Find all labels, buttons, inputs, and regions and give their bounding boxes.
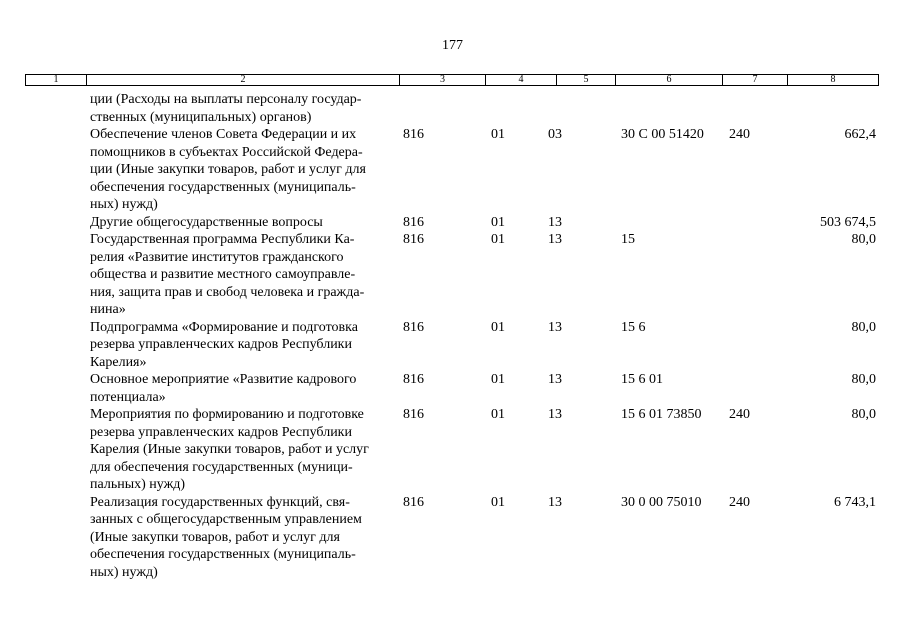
header-cell-4: 4 [486, 75, 557, 85]
row-name [90, 214, 395, 232]
row-code-section: 01 [491, 127, 505, 142]
row-code-section: 01 [491, 319, 505, 335]
row-name [90, 319, 395, 372]
row-code-expense-type: 240 [729, 407, 750, 422]
row-code-chapter: 816 [403, 127, 424, 142]
row-name-line: ции (Расходы на выплаты персоналу государ- [90, 92, 362, 107]
row-name [90, 406, 395, 494]
row-code-subsection: 13 [548, 494, 562, 510]
row-code-chapter: 816 [403, 494, 424, 510]
row-code-target-article: 15 6 01 [621, 372, 663, 387]
row-code-target-article: 30 0 00 75010 [621, 494, 702, 510]
row-name-line: для обеспечения государственных (муници- [90, 459, 353, 475]
row-name-line: пальных) нужд) [90, 477, 186, 492]
row-name-line: Подпрограмма «Формирование и подготовка [90, 319, 358, 335]
row-name-line: Государственная программа Республики Ка- [90, 232, 355, 247]
row-name [90, 494, 395, 582]
row-amount: 662,4 [844, 127, 876, 142]
row-name-line: нина» [90, 302, 126, 317]
row-amount: 80,0 [851, 232, 876, 247]
row-name-line: обеспечения государственных (муниципаль- [90, 179, 356, 195]
row-code-chapter: 816 [403, 214, 424, 230]
row-amount: 80,0 [851, 372, 876, 387]
table-row [0, 371, 905, 406]
row-code-section: 01 [491, 214, 505, 230]
row-code-subsection: 13 [548, 232, 562, 247]
row-name-line: ственных (муниципальных) органов) [90, 109, 312, 125]
row-code-chapter: 816 [403, 407, 424, 422]
row-name-line: ных) нужд) [90, 197, 158, 212]
row-code-subsection: 13 [548, 319, 562, 335]
row-code-target-article: 15 [621, 232, 635, 247]
row-name-line: Обеспечение членов Совета Федерации и их [90, 127, 357, 142]
table-row [0, 231, 905, 319]
row-code-chapter: 816 [403, 319, 424, 335]
row-code-target-article: 30 С 00 51420 [621, 127, 704, 142]
row-amount: 80,0 [851, 407, 876, 422]
row-name-line: ных) нужд) [90, 564, 158, 580]
table-row [0, 406, 905, 494]
table-row [0, 214, 905, 232]
row-name-line: потенциала» [90, 389, 166, 405]
row-name-line: Другие общегосударственные вопросы [90, 214, 323, 230]
row-name-line: обеспечения государственных (муниципаль- [90, 547, 356, 562]
row-code-target-article: 15 6 01 73850 [621, 407, 702, 422]
header-cell-6: 6 [616, 75, 723, 85]
table-body [0, 91, 905, 581]
row-code-subsection: 13 [548, 372, 562, 387]
row-name-line: резерва управленческих кадров Республики [90, 424, 352, 440]
header-cell-8: 8 [830, 74, 836, 85]
row-name-line: резерва управленческих кадров Республики [90, 337, 352, 352]
row-amount: 503 674,5 [820, 214, 876, 230]
row-name-line: Основное мероприятие «Развитие кадрового [90, 372, 357, 387]
row-name-line: Мероприятия по формированию и подготовке [90, 407, 364, 422]
row-code-expense-type: 240 [729, 127, 750, 142]
header-cell-7: 7 [723, 75, 788, 85]
row-code-section: 01 [491, 407, 505, 422]
row-name-line: занных с общегосударственным управлением [90, 512, 362, 527]
row-code-section: 01 [491, 232, 505, 247]
table-row [0, 319, 905, 372]
header-cell-2: 2 [87, 75, 400, 85]
row-name [90, 231, 395, 319]
row-code-section: 01 [491, 494, 505, 510]
row-name [90, 371, 395, 406]
row-name-line: релия «Развитие институтов гражданского [90, 249, 344, 265]
row-name-line: помощников в субъектах Российской Федера- [90, 144, 363, 160]
table-row [0, 494, 905, 582]
header-cell-5: 5 [557, 75, 616, 85]
header-cell-3: 3 [400, 75, 486, 85]
table-row [0, 126, 905, 214]
table-row [0, 91, 905, 126]
row-code-expense-type: 240 [729, 494, 750, 510]
row-code-subsection: 03 [548, 127, 562, 142]
row-name [90, 91, 395, 126]
row-code-subsection: 13 [548, 407, 562, 422]
row-name [90, 126, 395, 214]
row-code-chapter: 816 [403, 232, 424, 247]
row-amount: 6 743,1 [834, 494, 876, 510]
row-name-line: Реализация государственных функций, свя- [90, 494, 350, 510]
row-name-line: общества и развитие местного самоуправле- [90, 267, 356, 282]
row-name-line: (Иные закупки товаров, работ и услуг для [90, 529, 340, 545]
row-code-target-article: 15 6 [621, 319, 646, 335]
row-code-subsection: 13 [548, 214, 562, 230]
page-number: 177 [442, 38, 463, 53]
row-code-chapter: 816 [403, 372, 424, 387]
row-amount: 80,0 [851, 319, 876, 335]
row-name-line: ния, защита прав и свобод человека и гражда- [90, 284, 365, 300]
row-name-line: ции (Иные закупки товаров, работ и услуг для [90, 162, 366, 177]
header-cell-1: 1 [26, 75, 87, 85]
row-code-section: 01 [491, 372, 505, 387]
row-name-line: Карелия (Иные закупки товаров, работ и услуг [90, 442, 369, 457]
row-name-line: Карелия» [90, 354, 147, 370]
table-header-row [25, 74, 879, 86]
